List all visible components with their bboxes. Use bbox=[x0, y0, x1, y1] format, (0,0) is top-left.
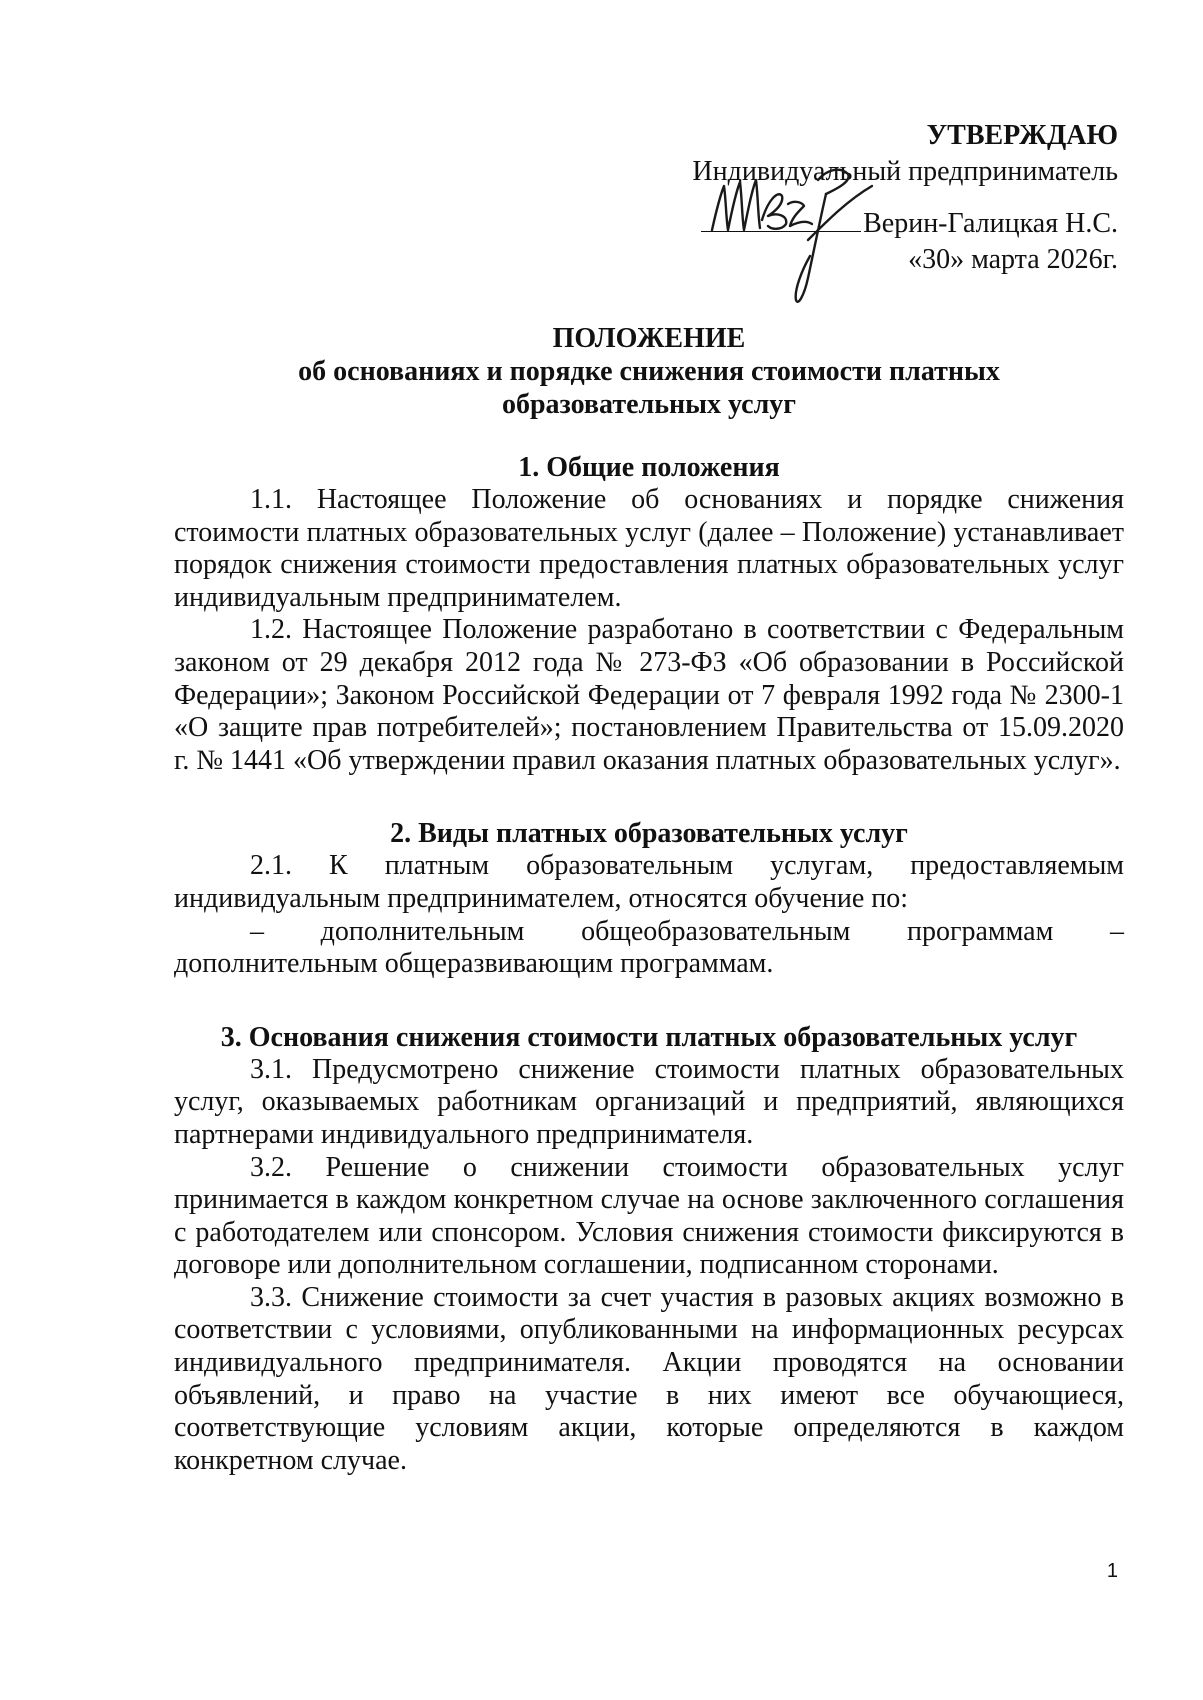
document-title: ПОЛОЖЕНИЕ bbox=[552, 323, 746, 354]
paragraph-3-1: 3.1. Предусмотрено снижение стоимости платных образовательных услуг, оказываемых работникам организаций и предприятий, являющихся партнерами индивидуального предпринимателя. bbox=[174, 1053, 1124, 1150]
paragraph-1-1: 1.1. Настоящее Положение об основаниях и порядке снижения стоимости платных образовательных услуг (далее – Положение) устанавливает порядок снижения стоимости предоставления платных образовательных услуг индивидуальным предпринимателем. bbox=[174, 484, 1124, 613]
paragraph-3-2: 3.2. Решение о снижении стоимости образовательных услуг принимается в каждом конкретном случае на основе заключенного соглашения с работодателем или спонсором. Условия снижения стоимости фиксируются в договоре или дополнительном соглашении, подписанном сторонами. bbox=[174, 1151, 1124, 1281]
document-body bbox=[174, 322, 1124, 1477]
page-number: 1 bbox=[1106, 1560, 1118, 1582]
approver-name: Верин-Галицкая Н.С. bbox=[863, 208, 1118, 239]
section-heading-2: 2. Виды платных образовательных услуг bbox=[390, 818, 908, 850]
paragraph-1-2: 1.2. Настоящее Положение разработано в соответствии с Федеральным законом от 29 декабря 2012 года № 273-ФЗ «Об образовании в Российской Федерации»; Законом Российской Федерации от 7 февраля 1992 года № 2300-1 «О защите прав потребителей»; постановлением Правительства от 15.09.2020 г. № 1441 «Об утверждении правил оказания платных образовательных услуг». bbox=[174, 614, 1124, 776]
approver-position: Индивидуальный предприниматель bbox=[692, 156, 1118, 187]
approval-date: «30» марта 2026г. bbox=[908, 244, 1118, 275]
section-heading-3: 3. Основания снижения стоимости платных образовательных услуг bbox=[220, 1021, 1078, 1053]
signature-line bbox=[598, 206, 1118, 242]
document-subtitle-line2: образовательных услуг bbox=[501, 389, 797, 420]
document-subtitle-line1: об основаниях и порядке снижения стоимости платных bbox=[298, 356, 1000, 387]
paragraph-3-3: 3.3. Снижение стоимости за счет участия в разовых акциях возможно в соответствии с условиями, опубликованными на информационных ресурсах индивидуального предпринимателя. Акции проводятся на основании объявлений, и право на участие в них имеют все обучающиеся, соответствующие условиям акции, которые определяются в каждом конкретном случае. bbox=[174, 1281, 1124, 1476]
section-heading-1: 1. Общие положения bbox=[518, 452, 780, 483]
paragraph-2-1: 2.1. К платным образовательным услугам, предоставляемым индивидуальным предпринимателем, относятся обучение по: bbox=[174, 850, 1124, 914]
signature-underline bbox=[701, 207, 861, 232]
approval-block bbox=[598, 118, 1118, 278]
paragraph-2-list: – дополнительным общеобразовательным программам – дополнительным общеразвивающим программам. bbox=[174, 915, 1124, 980]
approval-title: УТВЕРЖДАЮ bbox=[926, 120, 1118, 151]
